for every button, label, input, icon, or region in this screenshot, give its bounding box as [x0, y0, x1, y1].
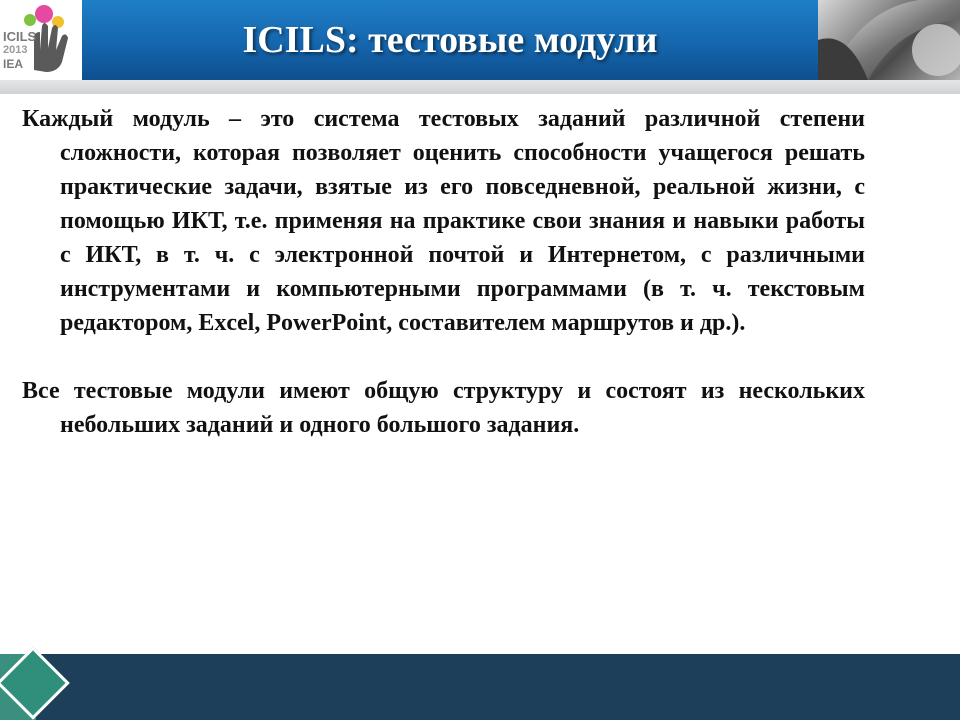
metal-sculpture-icon: [818, 0, 960, 80]
slide-footer: [0, 654, 960, 720]
body-paragraph: Все тестовые модули имеют общую структуру и состоят из нескольких небольших заданий и одного большого задания.: [22, 378, 865, 438]
icils-logo: [0, 0, 82, 80]
logo-text-year: 2013: [3, 44, 28, 56]
logo-text-icils: ICILS: [3, 29, 37, 44]
slide-body: [22, 102, 865, 442]
logo-text-iea: IEA: [3, 57, 24, 71]
slide-title: ICILS: тестовые модули: [242, 19, 658, 61]
corner-decoration-image: [818, 0, 960, 80]
header-divider: [0, 80, 960, 94]
body-paragraph: Каждый модуль – это система тестовых заданий различной степени сложности, которая позволяет оценить способности учащегося решать практические задачи, взятые из его повседневной, реальной жизни, с помощью ИКТ, т.е. применяя на практике свои знания и навыки работы с ИКТ, в т. ч. с электронной почтой и Интернетом, с различными инструментами и компьютерными программами (в т. ч. текстовым редактором, Excel, PowerPoint, составителем маршрутов и др.).: [22, 106, 865, 336]
